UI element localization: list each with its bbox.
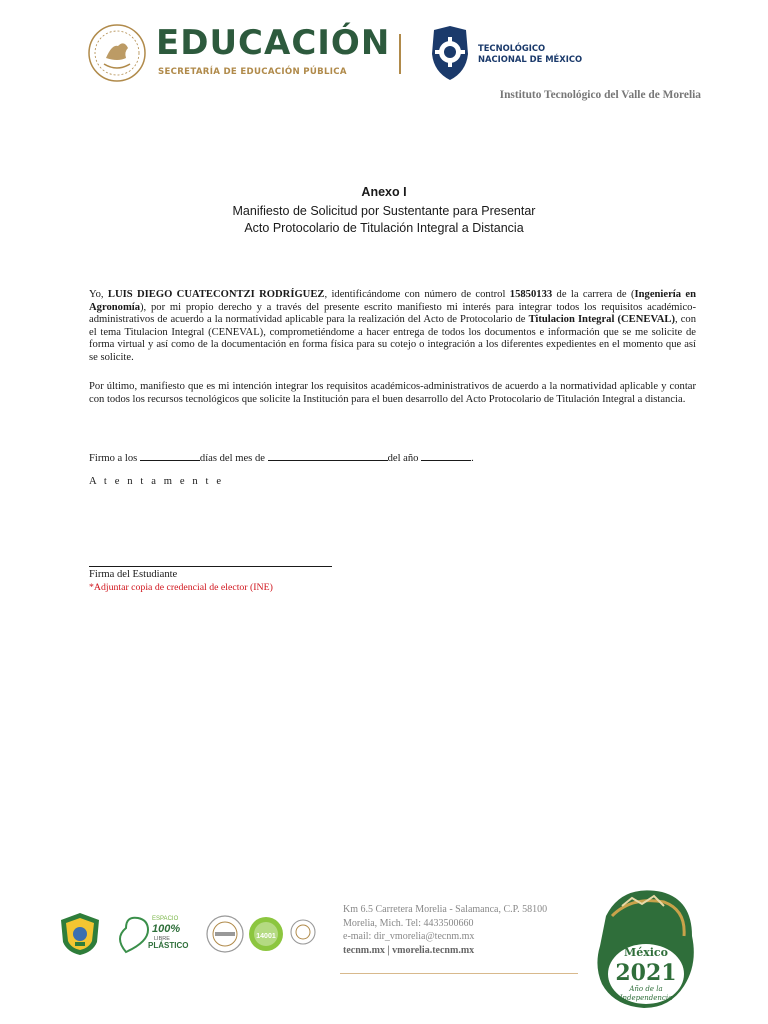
text-run: .: [471, 453, 474, 464]
signature-note: *Adjuntar copia de credencial de elector (INE): [89, 582, 273, 593]
text-run: del año: [387, 453, 422, 464]
mexico-word: México: [624, 946, 668, 959]
header-divider: [399, 34, 401, 74]
signature-label: Firma del Estudiante: [89, 569, 178, 580]
text-run: , con el tema Titulacion Integral (CENEVAL), comprometiéndome a hacer entrega de todos los documentos e información que se me solicite de forma virtual y así como de la documentación en forma física para su cotejo o integración a los diferentes expedientes en el momento que así se solicite.: [89, 314, 696, 363]
certification-seal-3: [290, 918, 316, 946]
closing-salutation: A t e n t a m e n t e: [89, 476, 224, 487]
institute-shield-logo: [59, 912, 101, 956]
footer-divider: [340, 973, 578, 974]
day-blank: [140, 449, 200, 461]
tecnm-line-2: NACIONAL DE MÉXICO: [478, 54, 583, 64]
email-line: e-mail: dir_vmorelia@tecnm.mx: [343, 931, 475, 942]
plastic-free-space-logo: [118, 910, 190, 956]
titulation-option: Titulacion Integral (CENEVAL): [528, 314, 675, 326]
text-run: , identificándome con número de control: [324, 289, 510, 300]
text-run: Yo,: [89, 289, 108, 300]
footer-contact: [343, 903, 547, 957]
text-run: Firmo a los: [89, 453, 140, 464]
seal-code: 14001: [256, 933, 276, 940]
address-line-1: Km 6.5 Carretera Morelia - Salamanca, C.P. 58100: [343, 904, 548, 915]
year-caption-2: Independencia: [619, 994, 673, 1002]
mexico-2021-independence-logo: [592, 886, 702, 1012]
control-number: 15850133: [509, 289, 553, 300]
tecnm-gear-logo: [430, 24, 470, 82]
website-text: tecnm.mx | vmorelia.tecnm.mx: [343, 944, 475, 956]
mexico-coat-of-arms-logo: [84, 22, 150, 84]
year-blank: [421, 449, 471, 461]
website-line: [343, 944, 547, 958]
year-2021: 2021: [615, 960, 677, 986]
text-run: ), por mi propio derecho y a través del presente escrito manifiesto mi interés para integrar todos los requisitos académico-administrativos de acuerdo a la normatividad aplicable para la realización del Acto de Protocolario de: [89, 301, 696, 326]
institute-name: Instituto Tecnológico del Valle de Morelia: [499, 89, 701, 101]
month-blank: [268, 449, 388, 461]
certification-seal-14001: [248, 914, 284, 954]
address-line-2: Morelia, Mich. Tel: 4433500660: [343, 917, 474, 929]
tecnm-name: [478, 43, 582, 65]
text-run: días del mes de: [199, 453, 268, 464]
signature-line: [89, 566, 332, 567]
text-run: de la carrera de (: [552, 289, 635, 300]
plastic-line-4: PLÁSTICO: [148, 941, 189, 950]
annex-title: Anexo I: [361, 185, 407, 199]
career-name: Ingeniería en Agronomía: [89, 289, 696, 313]
commitment-paragraph: Por último, manifiesto que es mi intención integrar los requisitos académicos-administrativos de acuerdo a la normatividad aplicable y contar con todos los recursos tecnológicos que solicite la Institución para el buen desarrollo del Acto Protocolario de Titulación Integral a distancia.: [89, 381, 696, 405]
year-caption-1: Año de la: [629, 985, 663, 993]
brand-word: EDUCACIÓN: [156, 23, 391, 63]
student-name: LUIS DIEGO CUATECONTZI RODRÍGUEZ: [107, 289, 325, 300]
declaration-paragraph: [89, 289, 696, 365]
document-title-line-2: Acto Protocolario de Titulación Integral a Distancia: [244, 221, 524, 235]
tecnm-line-1: TECNOLÓGICO: [478, 43, 546, 53]
plastic-line-2: 100%: [152, 923, 181, 935]
certification-seal-1: [205, 914, 245, 954]
signing-date-line: [89, 449, 474, 464]
plastic-line-1: ESPACIO: [152, 916, 179, 922]
brand-subtitle: SECRETARÍA DE EDUCACIÓN PÚBLICA: [158, 67, 347, 77]
document-title-line-1: Manifiesto de Solicitud por Sustentante para Presentar: [232, 204, 536, 218]
plastic-line-3: LIBRE: [154, 936, 170, 942]
